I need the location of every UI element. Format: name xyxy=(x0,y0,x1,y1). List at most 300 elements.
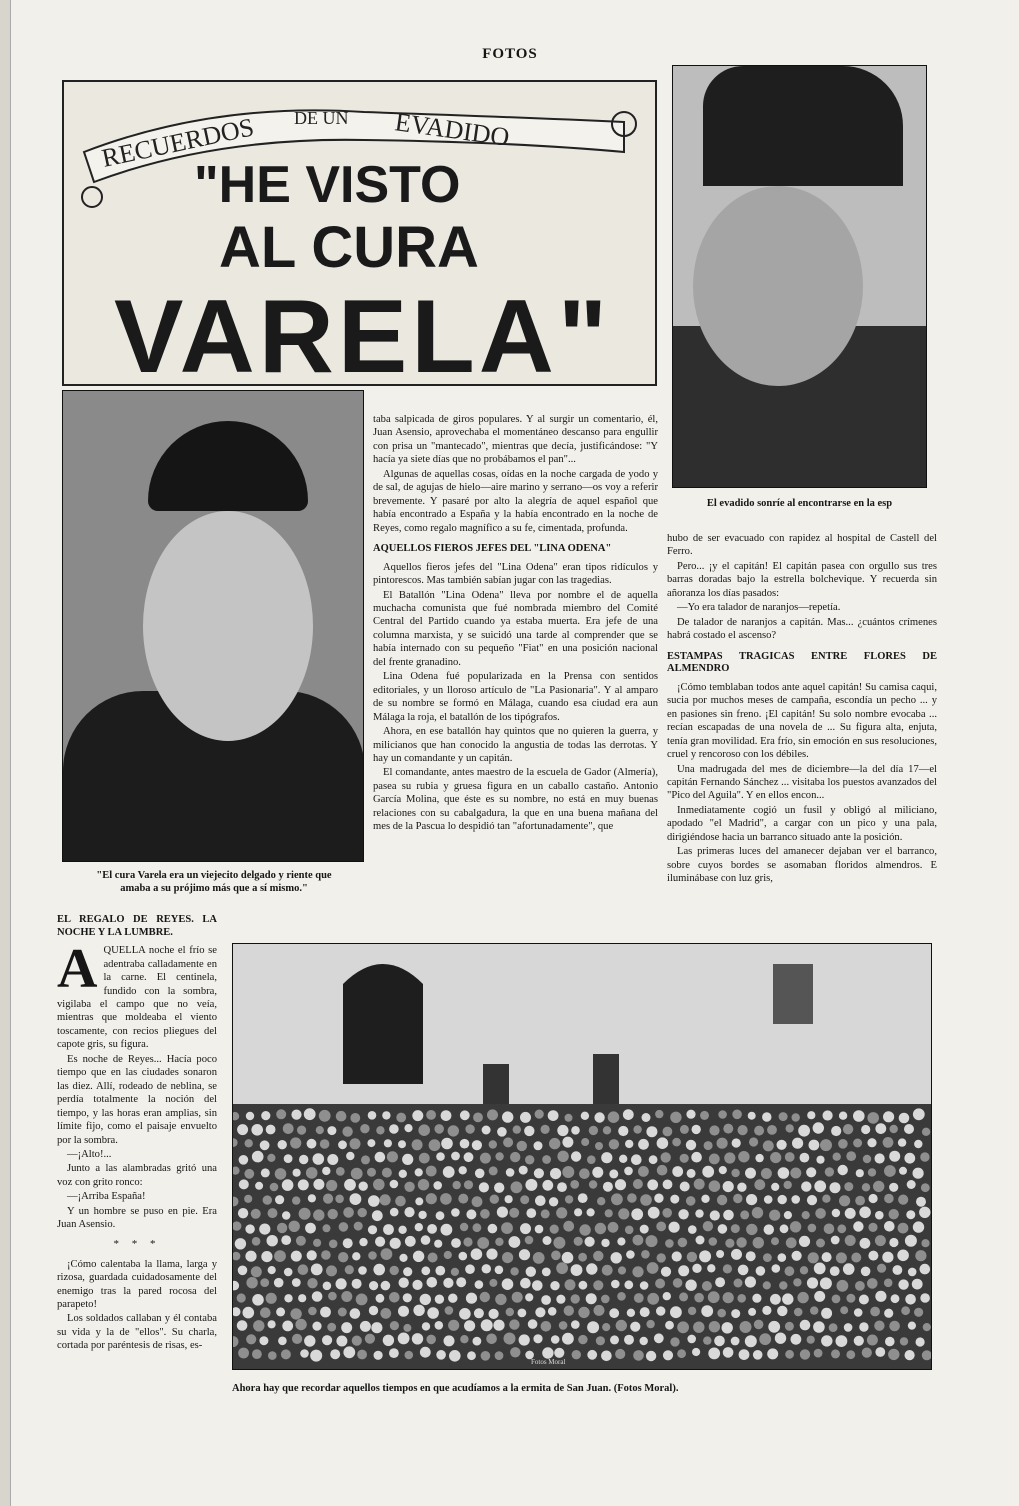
crowd-head xyxy=(821,1335,832,1346)
paragraph: Y un hombre se puso en pie. Era Juan Asensio. xyxy=(57,1205,217,1231)
crowd-head xyxy=(495,1351,504,1360)
crowd-head xyxy=(490,1195,499,1204)
crowd-head xyxy=(320,1139,330,1149)
crowd-head xyxy=(737,1294,746,1303)
crowd-scene xyxy=(233,944,931,1369)
crowd-head xyxy=(920,1152,929,1161)
crowd-head xyxy=(509,1208,519,1218)
crowd-head xyxy=(503,1137,513,1147)
crowd-head xyxy=(426,1193,437,1204)
crowd-head xyxy=(696,1236,705,1245)
crowd-head xyxy=(611,1280,620,1289)
crowd-head xyxy=(368,1251,377,1260)
crowd-head xyxy=(853,1110,865,1122)
crowd-head xyxy=(672,1138,681,1147)
crowd-head xyxy=(356,1294,368,1306)
crowd-head xyxy=(677,1321,689,1333)
crowd-head xyxy=(308,1307,317,1316)
crowd-head xyxy=(448,1320,459,1331)
crowd-head xyxy=(429,1139,441,1151)
crowd-head xyxy=(596,1336,605,1345)
crowd-head xyxy=(888,1349,899,1360)
crowd-head xyxy=(875,1291,886,1302)
crowd-head xyxy=(746,1194,757,1205)
crowd-head xyxy=(506,1308,514,1316)
crowd-head xyxy=(290,1137,301,1148)
crowd-head xyxy=(732,1110,742,1120)
crowd-head xyxy=(710,1210,720,1220)
crowd-head xyxy=(672,1166,683,1177)
crowd-head xyxy=(238,1266,248,1276)
title-line-2: AL CURA xyxy=(219,215,479,280)
crowd-head xyxy=(775,1333,786,1344)
crowd-head xyxy=(237,1124,248,1135)
crowd-head xyxy=(723,1347,734,1358)
crowd-head xyxy=(656,1306,665,1315)
crowd-head xyxy=(814,1180,826,1192)
crowd-head xyxy=(579,1281,588,1290)
crowd-head xyxy=(691,1152,702,1163)
crowd-head xyxy=(649,1155,658,1164)
crowd-head xyxy=(640,1281,649,1290)
crowd-head xyxy=(375,1237,385,1247)
crowd-head xyxy=(832,1295,841,1304)
crowd-head xyxy=(570,1180,579,1189)
crowd-head xyxy=(480,1292,490,1302)
crowd-head xyxy=(291,1251,302,1262)
crowd-head xyxy=(284,1294,292,1302)
crowd-head xyxy=(618,1266,626,1274)
crowd-head xyxy=(587,1321,599,1333)
crowd-head xyxy=(358,1266,367,1275)
crowd-head xyxy=(292,1196,300,1204)
crowd-head xyxy=(510,1267,518,1275)
crowd-head xyxy=(427,1277,438,1288)
crowd-head xyxy=(883,1111,894,1122)
crowd-head xyxy=(786,1124,794,1132)
crowd-head xyxy=(919,1207,930,1218)
crowd-head xyxy=(685,1280,696,1291)
crowd-head xyxy=(313,1209,324,1220)
crowd-head xyxy=(482,1126,491,1135)
crowd-head xyxy=(251,1209,261,1219)
crowd-head xyxy=(361,1155,370,1164)
crowd-head xyxy=(723,1264,732,1273)
crowd-head xyxy=(633,1235,644,1246)
crowd-head xyxy=(556,1207,567,1218)
crowd-head xyxy=(867,1335,878,1346)
crowd-head xyxy=(267,1235,278,1246)
crowd-head xyxy=(657,1165,668,1176)
crowd-head xyxy=(755,1154,763,1162)
crowd-head xyxy=(282,1211,290,1219)
crowd-head xyxy=(845,1235,856,1246)
crowd-head xyxy=(482,1264,491,1273)
crowd-head xyxy=(763,1140,774,1151)
crowd-head xyxy=(748,1308,756,1316)
crowd-head xyxy=(398,1333,410,1345)
crowd-head xyxy=(307,1278,317,1288)
crowd-head xyxy=(326,1180,337,1191)
crowd-head xyxy=(374,1351,383,1360)
crowd-head xyxy=(632,1266,643,1277)
crowd-head xyxy=(510,1347,520,1357)
crowd-head xyxy=(381,1248,393,1260)
crowd-head xyxy=(465,1124,474,1133)
crowd-head xyxy=(688,1307,696,1315)
crowd-head xyxy=(342,1126,352,1136)
crowd-head xyxy=(889,1183,898,1192)
crowd-head xyxy=(245,1251,256,1262)
crowd-head xyxy=(327,1323,336,1332)
crowd-head xyxy=(808,1224,817,1233)
crowd-head xyxy=(731,1309,740,1318)
crowd-head xyxy=(319,1110,331,1122)
crowd-head xyxy=(717,1309,726,1318)
crowd-head xyxy=(814,1263,826,1275)
crowd-head xyxy=(831,1236,840,1245)
crowd-head xyxy=(579,1224,590,1235)
paragraph: Los soldados callaban y él contaba su vida y la de "ellos". Su charla, cortada por paréntesis de risas, es- xyxy=(57,1313,217,1352)
crowd-head xyxy=(352,1279,362,1289)
crowd-head xyxy=(718,1110,727,1119)
crowd-head xyxy=(403,1267,412,1276)
crowd-head xyxy=(624,1335,634,1345)
paragraph: Es noche de Reyes... Hacía poco tiempo que en las ciudades sonaron las diez. Allí, rodeado de neblina, se perdía totalmente la noción del tiempo, y las horas eran amplias, sin límite fijo, como el paisaje envuelto por la sombra. xyxy=(57,1053,217,1146)
crowd-head xyxy=(640,1337,648,1345)
crowd-head xyxy=(268,1351,277,1360)
crowd-head xyxy=(267,1154,275,1162)
crowd-head xyxy=(398,1226,406,1234)
crowd-head xyxy=(798,1125,810,1137)
crowd-head xyxy=(322,1167,330,1175)
crowd-head xyxy=(472,1196,483,1207)
crowd-head xyxy=(551,1335,560,1344)
crowd-head xyxy=(421,1266,430,1275)
crowd-head xyxy=(764,1195,773,1204)
crowd-head xyxy=(609,1308,619,1318)
crowd-head xyxy=(723,1210,734,1221)
crowd-head xyxy=(533,1252,545,1264)
crowd-head xyxy=(335,1195,344,1204)
crowd-head xyxy=(578,1253,587,1262)
crowd-head xyxy=(497,1127,507,1137)
crowd-head xyxy=(640,1307,650,1317)
crowd-head xyxy=(769,1210,780,1221)
crowd-head xyxy=(298,1179,309,1190)
crowd-head xyxy=(708,1291,720,1303)
crowd-head xyxy=(383,1335,394,1346)
crowd-head xyxy=(535,1110,544,1119)
crowd-head xyxy=(398,1306,409,1317)
crowd-head xyxy=(525,1179,537,1191)
crowd-head xyxy=(624,1167,633,1176)
crowd-head xyxy=(365,1334,375,1344)
crowd-head xyxy=(274,1278,284,1288)
crowd-head xyxy=(920,1264,931,1275)
crowd-head xyxy=(813,1122,824,1133)
crowd-head xyxy=(692,1348,700,1356)
crowd-head xyxy=(542,1180,553,1191)
crowd-head xyxy=(699,1250,711,1262)
paragraph: Una madrugada del mes de diciembre—la del día 17—el capitán Fernando Sánchez ... visitaba los puestos avanzados del "Pico del Aguila". Y en ellos encon... xyxy=(667,763,937,802)
title-box xyxy=(62,80,657,386)
crowd-head xyxy=(763,1281,771,1289)
crowd-head xyxy=(745,1168,756,1179)
crowd-head xyxy=(571,1264,583,1276)
crowd-head xyxy=(646,1320,654,1328)
crowd-head xyxy=(278,1337,287,1346)
crowd-head xyxy=(268,1208,278,1218)
crowd-head xyxy=(534,1168,544,1178)
crowd-head xyxy=(246,1334,256,1344)
crowd-head xyxy=(746,1224,757,1235)
crowd-head xyxy=(738,1125,748,1135)
crowd-head xyxy=(350,1113,360,1123)
crowd-head xyxy=(489,1309,499,1319)
crowd-head xyxy=(292,1278,301,1287)
crowd-head xyxy=(268,1320,276,1328)
crowd-head xyxy=(647,1262,659,1274)
crowd-head xyxy=(299,1155,308,1164)
crowd-head xyxy=(702,1281,712,1291)
crowd-head xyxy=(617,1292,626,1301)
crowd-head xyxy=(772,1264,781,1273)
crowd-head xyxy=(341,1322,352,1333)
crowd-head xyxy=(813,1321,825,1333)
ribbon-word-1: RECUERDOS xyxy=(99,112,257,173)
crowd-head xyxy=(441,1138,453,1150)
crowd-head xyxy=(559,1321,568,1330)
crowd-head xyxy=(260,1278,269,1287)
crowd-head xyxy=(451,1208,460,1217)
crowd-head xyxy=(571,1294,580,1303)
crowd-head xyxy=(493,1320,504,1331)
crowd-head xyxy=(861,1267,871,1277)
crowd-head xyxy=(767,1348,778,1359)
crowd-head xyxy=(327,1126,336,1135)
crowd-head xyxy=(602,1323,610,1331)
crowd-head xyxy=(686,1196,696,1206)
crowd-head xyxy=(327,1154,338,1165)
paragraph: De talador de naranjos a capitán. Mas... ¿cuántos crímenes habrá costado el ascenso? xyxy=(667,616,937,642)
crowd-head xyxy=(595,1223,606,1234)
crowd-head xyxy=(714,1336,725,1347)
crowd-head xyxy=(389,1348,399,1358)
crowd-head xyxy=(843,1124,853,1134)
column-right xyxy=(667,532,937,887)
crowd-head xyxy=(898,1138,906,1146)
crowd-head xyxy=(761,1168,772,1179)
crowd-head xyxy=(412,1110,423,1121)
evadido-photo xyxy=(672,65,927,488)
crowd-head xyxy=(616,1320,627,1331)
crowd-head xyxy=(304,1108,316,1120)
crowd-head xyxy=(441,1110,452,1121)
crowd-head xyxy=(418,1124,430,1136)
crowd-head xyxy=(562,1333,574,1345)
paragraph: Aquellos fieros jefes del "Lina Odena" eran tipos ridículos y pintorescos. Mas también sabían jugar con las tragedias. xyxy=(373,561,658,587)
crowd-head xyxy=(481,1319,493,1331)
crowd-head xyxy=(679,1292,688,1301)
crowd-head xyxy=(655,1110,663,1118)
crowd-head xyxy=(341,1291,352,1302)
crowd-head xyxy=(748,1112,756,1120)
crowd-head xyxy=(663,1350,673,1360)
crowd-head xyxy=(619,1155,627,1163)
crowd-head xyxy=(548,1307,557,1316)
crowd-head xyxy=(597,1197,605,1205)
crowd-head xyxy=(703,1221,713,1231)
crowd-head xyxy=(862,1183,870,1191)
crowd-head xyxy=(921,1239,929,1247)
crowd-head xyxy=(725,1239,734,1248)
crowd-head xyxy=(404,1124,412,1132)
crowd-head xyxy=(738,1265,749,1276)
crowd-head xyxy=(403,1324,411,1332)
crowd-head xyxy=(459,1308,471,1320)
crowd-head xyxy=(768,1321,780,1333)
crowd-head xyxy=(551,1251,561,1261)
section-stars: * * * xyxy=(113,1237,161,1250)
crowd-head xyxy=(338,1140,347,1149)
crowd-head xyxy=(785,1322,794,1331)
crowd-head xyxy=(889,1238,898,1247)
crowd-head xyxy=(389,1292,400,1303)
crowd-head xyxy=(889,1321,900,1332)
crowd-head xyxy=(293,1169,301,1177)
crowd-head xyxy=(519,1166,528,1175)
crowd-head xyxy=(908,1322,916,1330)
crowd-head xyxy=(754,1126,764,1136)
crowd-head xyxy=(862,1348,872,1358)
crowd-head xyxy=(837,1280,849,1292)
crowd-head xyxy=(291,1110,301,1120)
crowd-head xyxy=(562,1166,574,1178)
crowd-head xyxy=(329,1240,338,1249)
crowd-head xyxy=(831,1349,840,1358)
crowd-head xyxy=(688,1225,697,1234)
crowd-head xyxy=(703,1336,711,1344)
crowd-head xyxy=(899,1167,907,1175)
crowd-head xyxy=(428,1253,438,1263)
crowd-head xyxy=(800,1266,808,1274)
crowd-head xyxy=(563,1221,574,1232)
crowd-head xyxy=(868,1251,878,1261)
crowd-head xyxy=(451,1152,460,1161)
crowd-head xyxy=(487,1109,498,1120)
crowd-head xyxy=(344,1179,356,1191)
crowd-head xyxy=(647,1179,658,1190)
crowd-head xyxy=(767,1125,777,1135)
crowd-head xyxy=(488,1224,498,1234)
crowd-head xyxy=(434,1124,444,1134)
crowd-head xyxy=(603,1126,611,1134)
crowd-head xyxy=(792,1138,803,1149)
paragraph: Algunas de aquellas cosas, oídas en la noche cargada de yodo y de sal, de agujas de hielo—aire marino y serrano—os voy a referir brevemente. Y pasaré por alto la alegría de aquel español que había encontrado a España y la había encontrado en la noche de Reyes, como regalo magnífico a su fe, cimentada, profunda. xyxy=(373,468,658,534)
crowd-head xyxy=(785,1152,795,1162)
crowd-head xyxy=(284,1154,293,1163)
crowd-head xyxy=(655,1279,665,1289)
crowd-head xyxy=(799,1236,810,1247)
crowd-head xyxy=(806,1167,816,1177)
crowd-head xyxy=(390,1238,401,1249)
crowd-head xyxy=(376,1126,384,1134)
crowd-head xyxy=(554,1348,564,1358)
crowd-head xyxy=(263,1195,272,1204)
crowd-head xyxy=(875,1211,884,1220)
crowd-head xyxy=(686,1140,696,1150)
crowd-head xyxy=(922,1128,930,1136)
crowd-head xyxy=(243,1307,255,1319)
crowd-head xyxy=(853,1139,862,1148)
crowd-head xyxy=(816,1239,825,1248)
crowd-head xyxy=(436,1211,445,1220)
crowd-head xyxy=(495,1152,503,1160)
crowd-head xyxy=(897,1250,909,1262)
crowd-head xyxy=(328,1209,338,1219)
crowd-head xyxy=(646,1351,656,1361)
crowd-head xyxy=(277,1223,287,1233)
crowd-head xyxy=(480,1153,491,1164)
crowd-head xyxy=(784,1181,792,1189)
crowd-head xyxy=(816,1156,824,1164)
crowd-head xyxy=(609,1169,618,1178)
crowd-head xyxy=(709,1180,721,1192)
crowd-head xyxy=(594,1112,604,1122)
crowd-head xyxy=(459,1252,468,1261)
crowd-head xyxy=(390,1180,399,1189)
crowd-head xyxy=(481,1351,491,1361)
crowd-head xyxy=(708,1348,720,1360)
crowd-head xyxy=(898,1223,909,1234)
crowd-head xyxy=(839,1195,850,1206)
crowd-head xyxy=(532,1280,543,1291)
crowd-head xyxy=(692,1125,701,1134)
crowd-head xyxy=(252,1151,264,1163)
crowd-head xyxy=(793,1278,801,1286)
crowd-head xyxy=(738,1151,749,1162)
crowd-head xyxy=(807,1195,817,1205)
crowd-head xyxy=(435,1321,444,1330)
crowd-head xyxy=(627,1193,637,1203)
paragraph: Ahora, en ese batallón hay quintos que no quieren la guerra, y milicianos que han conocido la angustia de todas las derrotas. Y hay un comandante y un capitán. xyxy=(373,726,658,765)
crowd-head xyxy=(814,1349,823,1358)
crowd-head xyxy=(665,1321,674,1330)
crowd-head xyxy=(914,1140,922,1148)
evadido-caption: El evadido sonríe al encontrarse en la esp xyxy=(706,498,893,509)
crowd-head xyxy=(820,1139,832,1151)
crowd-head xyxy=(255,1182,263,1190)
crowd-head xyxy=(736,1237,746,1247)
crowd-head xyxy=(843,1263,855,1275)
crowd-head xyxy=(459,1166,467,1174)
crowd-head xyxy=(647,1293,659,1305)
crowd-head xyxy=(282,1321,293,1332)
crowd-head xyxy=(820,1277,832,1289)
crowd-head xyxy=(745,1335,757,1347)
crowd-head xyxy=(593,1280,603,1290)
crowd-head xyxy=(477,1237,489,1249)
crowd-head xyxy=(323,1194,333,1204)
cura-caption: "El cura Varela era un viejecito delgado y riente que amaba a su prójimo más que a sí mismo." xyxy=(96,870,332,895)
crowd-head xyxy=(831,1126,841,1136)
crowd-head xyxy=(723,1292,734,1303)
crowd-head xyxy=(238,1348,249,1359)
crowd-head xyxy=(449,1350,461,1362)
crowd-head xyxy=(905,1235,917,1247)
crowd-head xyxy=(578,1307,589,1318)
